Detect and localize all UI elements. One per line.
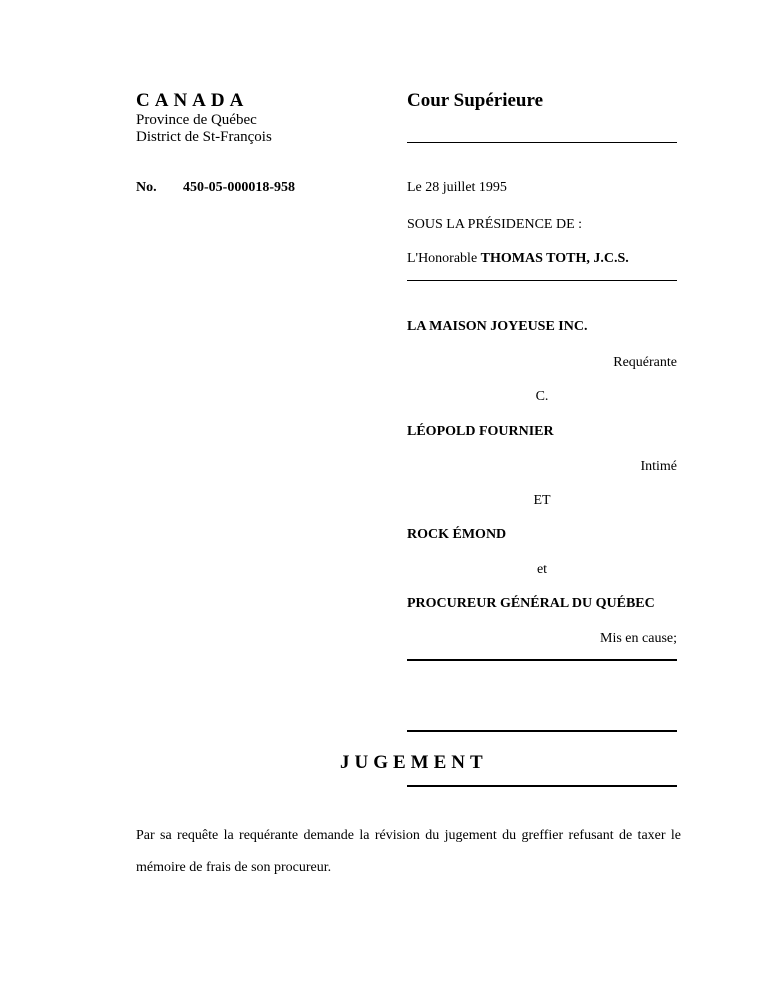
applicant-role: Requérante xyxy=(613,355,677,370)
versus-label: C. xyxy=(535,389,549,404)
province-line: Province de Québec xyxy=(136,112,257,128)
impleaded-party-1: ROCK ÉMOND xyxy=(407,527,507,542)
judgment-paragraph: Par sa requête la requérante demande la révision du jugement du greffier refusant de taxer le mémoire de frais de son procureur. xyxy=(136,828,681,875)
respondent-role: Intimé xyxy=(640,459,677,474)
presidency-label: SOUS LA PRÉSIDENCE DE : xyxy=(407,217,583,232)
district-line: District de St-François xyxy=(136,129,272,145)
hearing-date: Le 28 juillet 1995 xyxy=(407,180,507,195)
judgment-title: JUGEMENT xyxy=(340,752,488,773)
judge-line xyxy=(407,251,629,267)
divider-judgment-top xyxy=(407,730,677,732)
divider-judge xyxy=(407,280,677,281)
divider-court xyxy=(407,142,677,143)
impleaded-party-2: PROCUREUR GÉNÉRAL DU QUÉBEC xyxy=(407,596,655,611)
divider-judgment-bottom xyxy=(407,785,677,787)
conjunction-et-upper: ET xyxy=(533,493,551,508)
respondent-name: LÉOPOLD FOURNIER xyxy=(407,424,554,439)
court-name: Cour Supérieure xyxy=(407,90,543,111)
judge-name: THOMAS TOTH, J.C.S. xyxy=(480,251,629,266)
divider-parties xyxy=(407,659,677,661)
country-heading: CANADA xyxy=(136,90,249,111)
file-number: 450-05-000018-958 xyxy=(183,180,295,195)
conjunction-et-lower: et xyxy=(536,562,548,577)
impleaded-role: Mis en cause; xyxy=(600,631,677,646)
applicant-name: LA MAISON JOYEUSE INC. xyxy=(407,319,588,334)
judge-prefix: L'Honorable xyxy=(407,251,478,266)
file-number-label: No. xyxy=(136,180,157,195)
